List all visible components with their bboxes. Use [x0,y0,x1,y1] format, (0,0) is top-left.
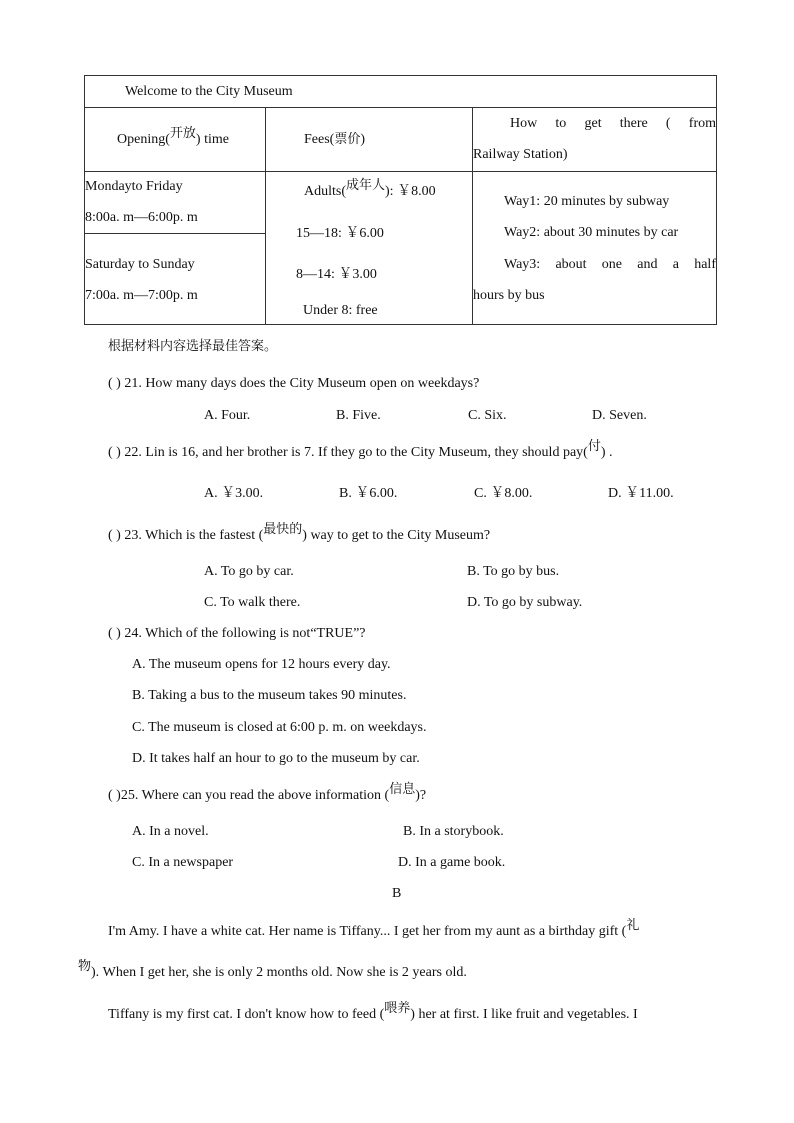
question-23-stem: ( ) 23. Which is the fastest (最快的) way to get to the City Museum? [108,522,491,543]
q21-option-d: D. Seven. [592,408,647,423]
table-divider [85,107,716,108]
q25-option-a: A. In a novel. [132,824,209,839]
way-1: Way1: 20 minutes by subway [504,194,670,209]
q22-option-c: C. ￥8.00. [474,486,533,501]
table-divider [265,107,266,324]
q24-option-d: D. It takes half an hour to go to the museum by car. [132,751,420,766]
header-how-to-get-line1: How to get there ( from [510,116,716,131]
way-3-line2: hours by bus [473,288,545,303]
table-divider [85,233,265,234]
q22-option-b: B. ￥6.00. [339,486,398,501]
q25-option-c: C. In a newspaper [132,855,234,870]
passage-b-line-2: 物). When I get her, she is only 2 months old. Now she is 2 years old. [78,959,467,980]
weekend-hours: 7:00a. m—7:00p. m [85,288,198,303]
q23-option-c: C. To walk there. [204,595,301,610]
q25-option-d: D. In a game book. [398,855,506,870]
q23-option-b: B. To go by bus. [467,564,560,579]
fee-teen: 15—18: ￥6.00 [296,226,384,241]
passage-b-line-1: I'm Amy. I have a white cat. Her name is Tiffany... I get her from my aunt as a birthday gift (礼 [108,918,640,939]
table-divider [85,171,716,172]
fee-under-8: Under 8: free [303,303,378,318]
instruction: 根据材料内容选择最佳答案。 [108,339,278,354]
passage-b-line-3: Tiffany is my first cat. I don't know how to feed (喂养) her at first. I like fruit and vegetables. I [108,1001,638,1022]
way-3-line1: Way3: about one and a half [504,257,716,272]
q21-option-a: A. Four. [204,408,251,423]
q24-option-a: A. The museum opens for 12 hours every day. [132,657,391,672]
fee-adults: Adults(成年人): ￥8.00 [304,178,436,199]
q22-option-a: A. ￥3.00. [204,486,264,501]
q23-option-a: A. To go by car. [204,564,294,579]
q21-option-b: B. Five. [336,408,381,423]
question-25-stem: ( )25. Where can you read the above information (信息)? [108,782,427,803]
q22-option-d: D. ￥11.00. [608,486,674,501]
question-21-stem: ( ) 21. How many days does the City Museum open on weekdays? [108,376,480,391]
weekday-days: Mondayto Friday [85,179,183,194]
weekend-days: Saturday to Sunday [85,257,195,272]
header-fees: Fees(票价) [304,132,366,147]
q24-option-b: B. Taking a bus to the museum takes 90 minutes. [132,688,407,703]
question-22-stem: ( ) 22. Lin is 16, and her brother is 7. If they go to the City Museum, they should pay(付) . [108,439,613,460]
fee-child: 8—14: ￥3.00 [296,267,377,282]
section-b-heading: B [392,886,402,901]
q25-option-b: B. In a storybook. [403,824,504,839]
question-24-stem: ( ) 24. Which of the following is not“TRUE”? [108,626,366,641]
q24-option-c: C. The museum is closed at 6:00 p. m. on weekdays. [132,720,427,735]
table-title: Welcome to the City Museum [125,84,293,99]
q23-option-d: D. To go by subway. [467,595,583,610]
header-opening-time: Opening(开放) time [117,126,229,147]
header-how-to-get-line2: Railway Station) [473,147,568,162]
way-2: Way2: about 30 minutes by car [504,225,679,240]
q21-option-c: C. Six. [468,408,507,423]
weekday-hours: 8:00a. m—6:00p. m [85,210,198,225]
